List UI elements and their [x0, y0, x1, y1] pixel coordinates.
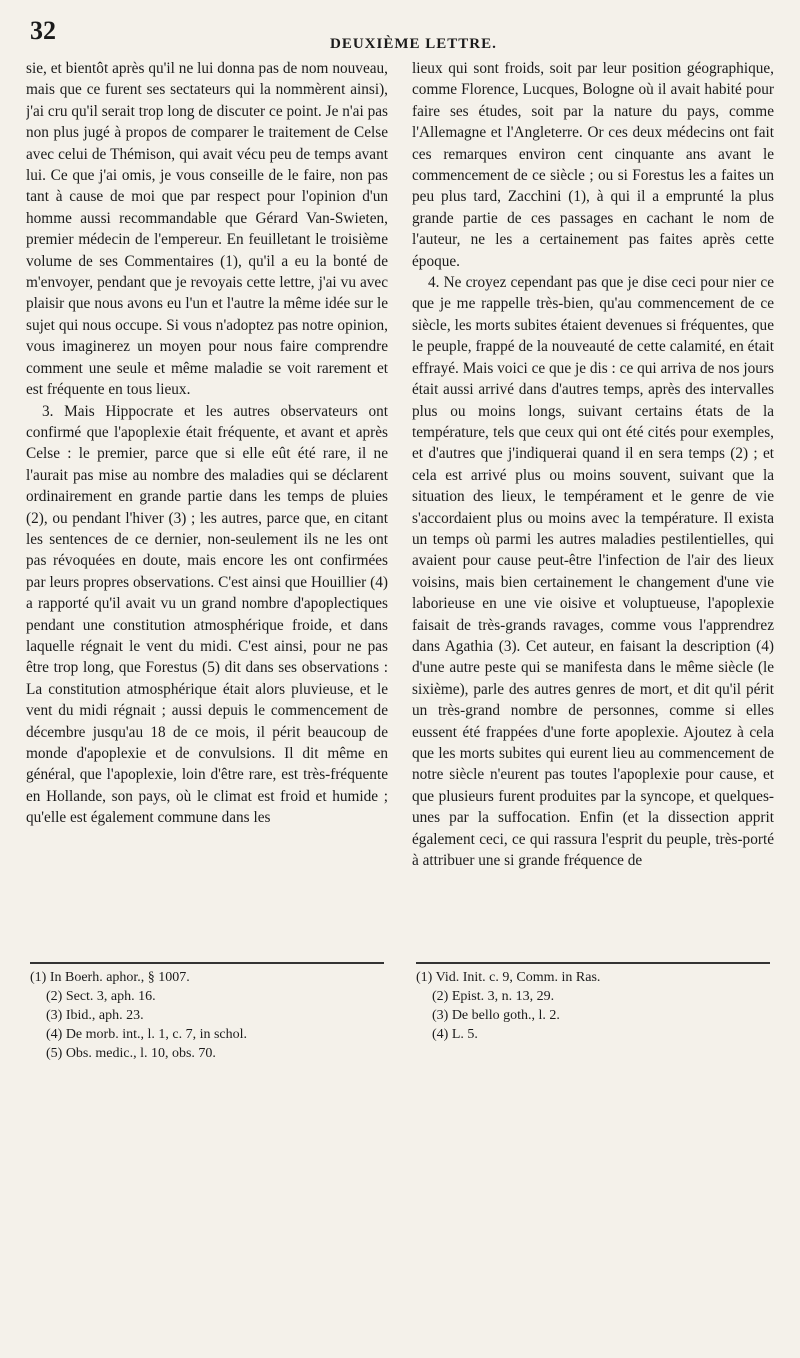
left-footnotes [26, 968, 388, 1063]
footnote: (4) L. 5. [432, 1027, 478, 1042]
footnote: (1) Vid. Init. c. 9, Comm. in Ras. [416, 970, 601, 985]
right-column [412, 58, 774, 1044]
footnote-divider [416, 962, 770, 964]
footnote: (2) Epist. 3, n. 13, 29. [432, 989, 555, 1004]
paragraph: 3. Mais Hippocrate et les autres observateurs ont confirmé que l'apoplexie était fréquente, et avant et après Celse : le premier, parce que si elle eût été rare, il ne l'aurait pas mise au nombre des maladies qui se déclarent ordinairement en grande partie dans les temps de pluies (2), ou pendant l'hiver (3) ; les autres, parce que, en citant les sentences de ce dernier, non-seulement ils ne les ont pas révoquées en doute, mais encore les ont confirmées par leurs propres observations. C'est ainsi que Houillier (4) a rapporté qu'il avait vu un grand nombre d'apoplectiques pendant une constitution atmosphérique froide, et dans laquelle régnait le vent du midi. C'est ainsi, pour ne pas être trop long, que Forestus (5) dit dans ses observations : La constitution atmosphérique était alors pluvieuse, et le vent du midi régnait ; aussi depuis le commencement de décembre jusqu'au 18 de ce mois, il périt beaucoup de monde d'apoplexie et de convulsions. Il dit même en général, que l'apoplexie, loin d'être rare, est très-fréquente en Hollande, son pays, où le climat est froid et humide ; qu'elle est également commune dans les [26, 402, 388, 827]
left-column [26, 58, 388, 1063]
footnote-divider [30, 962, 384, 964]
left-body-text [26, 58, 388, 948]
page-header [30, 16, 770, 56]
paragraph: lieux qui sont froids, soit par leur position géographique, comme Florence, Lucques, Bologne où il avait habité pour faire ses études, soit par la nature du pays, comme l'Allemagne et l'Angleterre. Or ces deux médecins ont fait ces remarques environ cent cinquante ans avant le commencement de ce siècle ; ou si Forestus les a faites un peu plus tard, Zacchini (1), à qui il a emprunté la plus grande partie de ces passages en cachant le nom de l'auteur, ne les a certainement pas faites après cette époque. [412, 60, 774, 270]
paragraph: sie, et bientôt après qu'il ne lui donna pas de nom nouveau, mais que ce furent ses sectateurs qui la nommèrent ainsi), j'ai cru qu'il serait trop long de discuter ce point. Je n'ai pas non plus jugé à propos de comparer le traitement de Celse avec celui de Thémison, qui avait vécu peu de temps avant lui. Ce que j'ai omis, je vous conseille de le faire, non pas tant à cause de moi que par respect pour l'opinion d'un homme aussi recommandable que Gérard Van-Swieten, premier médecin de l'empereur. En feuilletant le troisième volume de ses Commentaires (1), qu'il a eu la bonté de m'envoyer, pendant que je revoyais cette lettre, j'ai vu avec plaisir que nous avons eu l'un et l'autre la même idée sur le sujet qui nous occupe. Si vous n'adoptez pas notre opinion, vous imaginerez un moyen pour nous faire comprendre comment une seule et même maladie se voit rarement et est fréquente en tous lieux. [26, 60, 388, 399]
running-head: DEUXIÈME LETTRE. [330, 36, 497, 52]
right-footnotes [412, 968, 774, 1044]
footnote: (5) Obs. medic., l. 10, obs. 70. [46, 1046, 216, 1061]
paragraph: 4. Ne croyez cependant pas que je dise ceci pour nier ce que je me rappelle très-bien, qu'au commencement de ce siècle, les morts subites étaient devenues si fréquentes, que le peuple, frappé de la nouveauté de cette calamité, en était effrayé. Mais voici ce que je dis : ce qui arriva de nos jours était aussi arrivé dans d'autres temps, après des intervalles plus ou moins longs, suivant certains états de la température, tels que ceux qui ont été cités pour exemples, et d'autres que j'indiquerai quand il en sera temps (2) ; et cela est arrivé plus ou moins souvent, suivant que la situation des lieux, le tempérament et le genre de vie s'accordaient plus ou moins avec la température. Il exista un temps où parmi les autres maladies pestilentielles, qui avaient pour cause peut-être l'infection de l'air des lieux voisins, mais bien certainement le changement d'une vie laborieuse en une vie oisive et voluptueuse, l'apoplexie faisait de très-grands ravages, comme vous l'apprendrez dans Agathia (3). Cet auteur, en faisant la description (4) d'une autre peste qui se manifesta dans le même siècle (le sixième), parle des autres genres de mort, et dit qu'il périt un très-grand nombre de personnes, comme si elles eussent été frappées d'une forte apoplexie. Ajoutez à cela que les morts subites qui eurent lieu au commencement de notre siècle n'eurent pas toutes l'apoplexie pour cause, et que plusieurs furent produites par la syncope, et quelques-unes par la suffocation. Enfin (et la dissection apprit également ceci, ce qui rassura l'esprit du peuple, très-porté à attribuer une si grande fréquence de [412, 274, 774, 870]
footnote: (3) De bello goth., l. 2. [432, 1008, 560, 1023]
page-number: 32 [30, 16, 56, 45]
footnote: (4) De morb. int., l. 1, c. 7, in schol. [46, 1027, 248, 1042]
footnote: (3) Ibid., aph. 23. [46, 1008, 144, 1023]
footnote: (1) In Boerh. aphor., § 1007. [30, 970, 190, 985]
right-body-text [412, 58, 774, 948]
footnote: (2) Sect. 3, aph. 16. [46, 989, 156, 1004]
